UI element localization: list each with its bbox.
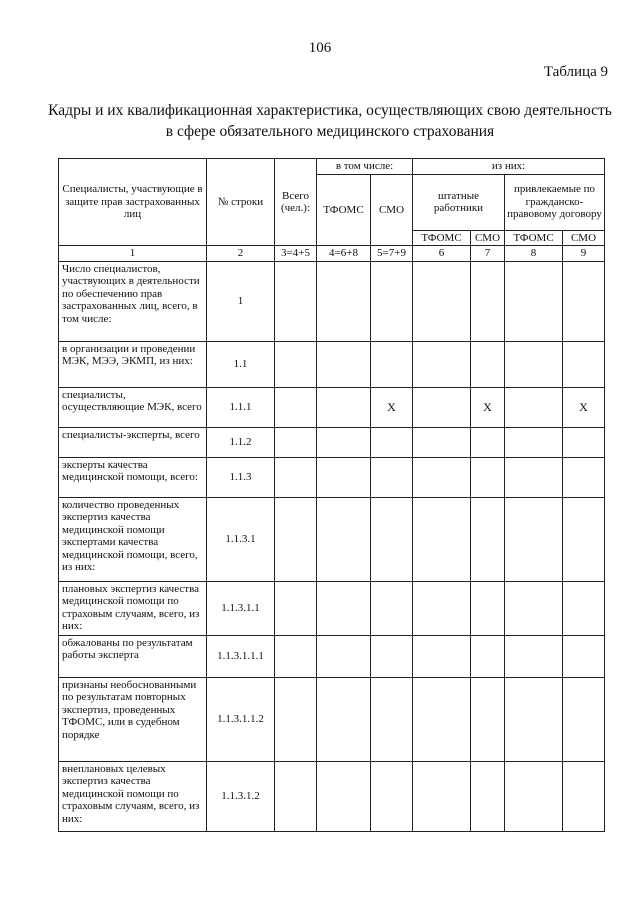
column-number: 4=6+8 bbox=[317, 246, 371, 262]
row-name: эксперты качества медицинской помощи, всего: bbox=[59, 457, 207, 497]
row-code: 1.1.3.1.1 bbox=[207, 581, 275, 635]
header-of-them: из них: bbox=[413, 159, 605, 175]
cell-contract-smo bbox=[563, 261, 605, 341]
cell-staff-tfoms bbox=[413, 457, 471, 497]
cell-staff-tfoms bbox=[413, 261, 471, 341]
cell-contract-smo bbox=[563, 341, 605, 387]
cell-contract-smo bbox=[563, 581, 605, 635]
cell-staff-smo bbox=[471, 677, 505, 761]
cell-staff-tfoms bbox=[413, 387, 471, 427]
cell-staff-tfoms bbox=[413, 341, 471, 387]
cell-tfoms bbox=[317, 497, 371, 581]
cell-tfoms bbox=[317, 457, 371, 497]
cell-staff-tfoms bbox=[413, 497, 471, 581]
table-row bbox=[59, 497, 605, 581]
cell-staff-smo bbox=[471, 427, 505, 457]
cell-tfoms bbox=[317, 341, 371, 387]
header-total: Всего (чел.): bbox=[275, 159, 317, 246]
cell-smo bbox=[371, 635, 413, 677]
table-row bbox=[59, 761, 605, 831]
cell-staff-tfoms bbox=[413, 427, 471, 457]
cell-contract-tfoms bbox=[505, 387, 563, 427]
cell-contract-smo bbox=[563, 677, 605, 761]
table-label: Таблица 9 bbox=[543, 64, 608, 80]
cell-total bbox=[275, 427, 317, 457]
cell-staff-smo bbox=[471, 581, 505, 635]
row-code: 1.1.1 bbox=[207, 387, 275, 427]
row-code: 1.1.3.1.2 bbox=[207, 761, 275, 831]
column-number: 8 bbox=[505, 246, 563, 262]
cell-staff-smo bbox=[471, 635, 505, 677]
cell-smo bbox=[371, 581, 413, 635]
row-code: 1.1.2 bbox=[207, 427, 275, 457]
cell-staff-smo: X bbox=[471, 387, 505, 427]
row-name: специалисты, осуществляющие МЭК, всего bbox=[59, 387, 207, 427]
row-code: 1 bbox=[207, 261, 275, 341]
table-row bbox=[59, 341, 605, 387]
cell-tfoms bbox=[317, 427, 371, 457]
cell-contract-tfoms bbox=[505, 427, 563, 457]
cell-contract-tfoms bbox=[505, 261, 563, 341]
header-contract-tfoms: ТФОМС bbox=[505, 230, 563, 246]
row-name: внеплановых целевых экспертиз качества медицинской помощи по страховым случаям, всего, из них: bbox=[59, 761, 207, 831]
cell-total bbox=[275, 457, 317, 497]
cell-contract-tfoms bbox=[505, 635, 563, 677]
table-row bbox=[59, 457, 605, 497]
row-name: признаны необоснованными по результатам повторных экспертиз, проведенных ТФОМС, или в судебном порядке bbox=[59, 677, 207, 761]
cell-staff-smo bbox=[471, 497, 505, 581]
cell-staff-tfoms bbox=[413, 635, 471, 677]
column-number: 7 bbox=[471, 246, 505, 262]
cell-tfoms bbox=[317, 677, 371, 761]
cell-contract-smo bbox=[563, 761, 605, 831]
cell-total bbox=[275, 497, 317, 581]
table-row bbox=[59, 581, 605, 635]
row-code: 1.1.3 bbox=[207, 457, 275, 497]
table-title bbox=[40, 100, 620, 142]
row-name: Число специалистов, участвующих в деятельности по обеспечению прав застрахованных лиц, всего, в том числе: bbox=[59, 261, 207, 341]
row-code: 1.1 bbox=[207, 341, 275, 387]
cell-tfoms bbox=[317, 761, 371, 831]
row-name: плановых экспертиз качества медицинской помощи по страховым случаям, всего, из них: bbox=[59, 581, 207, 635]
column-number: 5=7+9 bbox=[371, 246, 413, 262]
table-row bbox=[59, 387, 605, 427]
table-row bbox=[59, 427, 605, 457]
cell-smo bbox=[371, 457, 413, 497]
cell-smo bbox=[371, 497, 413, 581]
cell-contract-tfoms bbox=[505, 677, 563, 761]
header-smo: СМО bbox=[371, 174, 413, 246]
cell-staff-tfoms bbox=[413, 677, 471, 761]
table-row bbox=[59, 261, 605, 341]
table-row bbox=[59, 677, 605, 761]
cell-staff-smo bbox=[471, 457, 505, 497]
row-code: 1.1.3.1 bbox=[207, 497, 275, 581]
header-staff-tfoms: ТФОМС bbox=[413, 230, 471, 246]
title-line-1: Кадры и их квалификационная характеристика, осуществляющих свою деятельность bbox=[48, 102, 612, 119]
staff-qualification-table bbox=[58, 158, 605, 832]
cell-staff-tfoms bbox=[413, 581, 471, 635]
header-staff: штатные работники bbox=[413, 174, 505, 230]
cell-contract-smo: X bbox=[563, 387, 605, 427]
page-number: 106 bbox=[308, 40, 332, 56]
row-name: количество проведенных экспертиз качества медицинской помощи экспертами качества медицинской помощи, всего, из них: bbox=[59, 497, 207, 581]
row-name: специалисты-эксперты, всего bbox=[59, 427, 207, 457]
cell-contract-tfoms bbox=[505, 497, 563, 581]
header-staff-smo: СМО bbox=[471, 230, 505, 246]
cell-total bbox=[275, 341, 317, 387]
cell-staff-tfoms bbox=[413, 761, 471, 831]
cell-total bbox=[275, 387, 317, 427]
row-code: 1.1.3.1.1.2 bbox=[207, 677, 275, 761]
column-number: 9 bbox=[563, 246, 605, 262]
header-contract-smo: СМО bbox=[563, 230, 605, 246]
row-name: обжалованы по результатам работы эксперта bbox=[59, 635, 207, 677]
header-specialists: Специалисты, участвующие в защите прав застрахованных лиц bbox=[59, 159, 207, 246]
cell-contract-tfoms bbox=[505, 341, 563, 387]
cell-contract-smo bbox=[563, 635, 605, 677]
cell-tfoms bbox=[317, 635, 371, 677]
header-tfoms: ТФОМС bbox=[317, 174, 371, 246]
column-number: 3=4+5 bbox=[275, 246, 317, 262]
cell-staff-smo bbox=[471, 761, 505, 831]
cell-total bbox=[275, 261, 317, 341]
title-line-2: в сфере обязательного медицинского страхования bbox=[165, 123, 495, 140]
cell-contract-smo bbox=[563, 497, 605, 581]
cell-total bbox=[275, 581, 317, 635]
header-including: в том числе: bbox=[317, 159, 413, 175]
column-number: 1 bbox=[59, 246, 207, 262]
cell-total bbox=[275, 761, 317, 831]
cell-staff-smo bbox=[471, 341, 505, 387]
cell-tfoms bbox=[317, 581, 371, 635]
cell-total bbox=[275, 635, 317, 677]
column-number: 2 bbox=[207, 246, 275, 262]
column-number-row bbox=[59, 246, 605, 262]
cell-contract-smo bbox=[563, 427, 605, 457]
table-row bbox=[59, 635, 605, 677]
header-row-number: № строки bbox=[207, 159, 275, 246]
header-contract: привлекаемые по гражданско-правовому договору bbox=[505, 174, 605, 230]
cell-contract-tfoms bbox=[505, 581, 563, 635]
cell-smo bbox=[371, 261, 413, 341]
cell-contract-smo bbox=[563, 457, 605, 497]
cell-contract-tfoms bbox=[505, 761, 563, 831]
cell-tfoms bbox=[317, 387, 371, 427]
cell-tfoms bbox=[317, 261, 371, 341]
cell-smo bbox=[371, 341, 413, 387]
cell-smo bbox=[371, 677, 413, 761]
cell-staff-smo bbox=[471, 261, 505, 341]
row-code: 1.1.3.1.1.1 bbox=[207, 635, 275, 677]
cell-smo bbox=[371, 427, 413, 457]
cell-smo: X bbox=[371, 387, 413, 427]
column-number: 6 bbox=[413, 246, 471, 262]
row-name: в организации и проведении МЭК, МЭЭ, ЭКМП, из них: bbox=[59, 341, 207, 387]
cell-contract-tfoms bbox=[505, 457, 563, 497]
cell-smo bbox=[371, 761, 413, 831]
cell-total bbox=[275, 677, 317, 761]
